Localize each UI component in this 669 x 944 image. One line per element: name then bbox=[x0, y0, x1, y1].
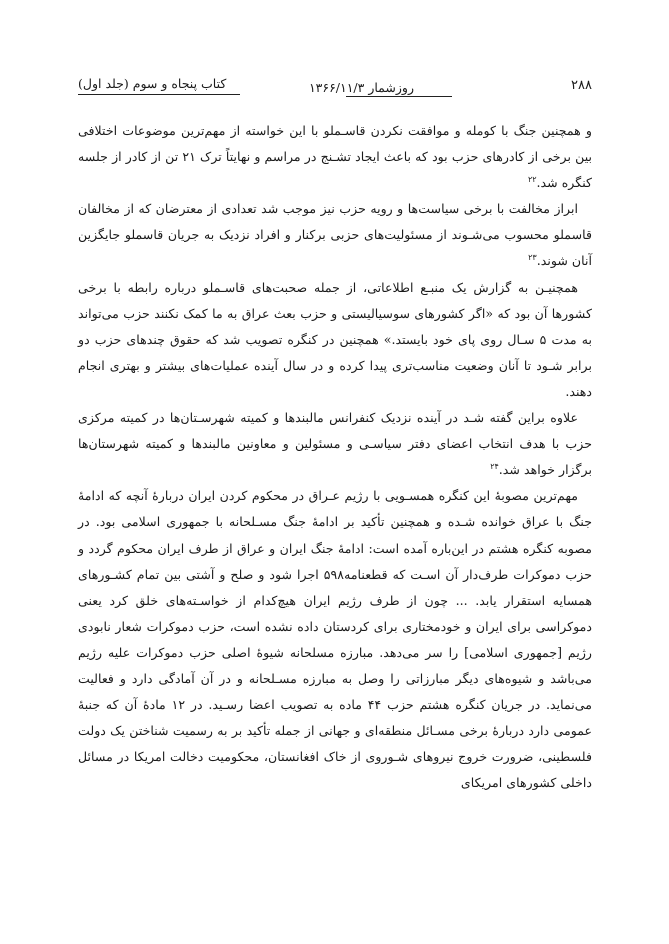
paragraph-1 bbox=[78, 118, 592, 196]
footnote-ref-22: ۲۲ bbox=[527, 175, 537, 184]
page-number: ۲۸۸ bbox=[571, 78, 592, 93]
paragraph-4 bbox=[78, 405, 592, 483]
footnote-ref-24: ۲۴ bbox=[490, 462, 499, 472]
paragraph-1-text: و همچنین جنگ با کومله و موافقت نکردن قاسـملو با این خواسته از مهم‌ترین موضوعات اختلافی بین برخی از کادرهای حزب بود که باعث ایجاد تشـنج در مراسم و نهایتاً ترک ۲۱ تن از کادر از جلسه کنگره شد. bbox=[78, 123, 593, 191]
paragraph-2 bbox=[78, 196, 592, 274]
page-header bbox=[78, 72, 592, 96]
header-rule-left bbox=[78, 94, 240, 95]
paragraph-4-text: علاوه براین گفته شـد در آینده نزدیک کنفرانس مالبندها و کمیته شهرسـتان‌ها در کمیته مرکزی حزب با هدف انتخاب اعضای دفتر سیاسـی و مسئولین و معاونین مالبندها و کمیته شهرستان‌ها برگزار خواهد شد. bbox=[78, 410, 592, 478]
book-title: کتاب پنجاه و سوم (جلد اول) bbox=[78, 76, 227, 91]
header-rule-middle bbox=[346, 96, 452, 97]
paragraph-5 bbox=[78, 483, 592, 796]
paragraph-3-text: همچنیـن به گزارش یک منبـع اطلاعاتی، از جمله صحبت‌های قاسـملو درباره رابطه با برخی کشورها آن بود که «اگر کشورهای سوسیالیستی و حزب بعث عراق به ما کمک نکنند حزب می‌تواند به مدت ۵ سـال روی پای خود بایستد.» همچنین در کنگره تصویب شد که حقوق چندهای حزب دو برابر شـود تا آنان وضعیت مناسب‌تری پیدا کرده و در سال آینده عملیات‌های بیشتر و بهتری انجام دهند. bbox=[78, 279, 592, 399]
body-text bbox=[78, 118, 592, 796]
paragraph-5-text: مهم‌ترین مصوبهٔ این کنگره همسـویی با رژیم عـراق در محکوم کردن ایران دربارهٔ آنچه که ادامهٔ جنگ با عراق خوانده شـده و همچنین تأکید بر ادامهٔ جنگ مسـلحانه با جمهوری اسلامی بود. در مصوبه کنگره هشتم در این‌باره آمده است: ادامهٔ جنگ ایران و عراق از طرف ایران محکوم گردد و حزب دموکرات طرف‌دار آن اسـت که قطعنامه۵۹۸ اجرا شود و صلح و آشتی بین تمام کشـورهای همسایه استقرار یابد. ... چون از طرف رژیم ایران هیچ‌کدام از خواسـته‌های خلق کرد یعنی دموکراسی برای ایران و خودمختاری برای کردستان داده نشده است، حزب دموکرات شعار نابودی رژیم [جمهوری اسلامی] را سر می‌دهد. مبارزه مسلحانه شیوهٔ اصلی حزب دموکرات علیه رژیم می‌باشد و شیوه‌های دیگر مبارزاتی را وصل به مبارزه مسـلحانه و در آن آمادگی دارد و فعالیت می‌نماید. در جریان کنگره هشتم حزب ۴۴ ماده به تصویب اعضا رسـید. در ۱۲ مادهٔ آن که جنبهٔ عمومی دارد دربارهٔ برخی مسـائل منطقه‌ای و جهانی از جمله تأکید بر به رسمیت شناختن یک دولت فلسطینی، ضرورت خروج نیروهای شـوروی از خاک افغانستان، محکومیت دخالت امریکا در مسائل داخلی کشورهای امریکای bbox=[78, 488, 593, 791]
paragraph-3 bbox=[78, 275, 592, 405]
footnote-ref-23: ۲۳ bbox=[528, 253, 537, 263]
journal-date: روزشمار ۱۳۶۶/۱۱/۳ bbox=[308, 80, 414, 95]
paragraph-2-text: ابراز مخالفت با برخی سیاست‌ها و رویه حزب نیز موجب شد تعدادی از معترضان که از مخالفان قاسملو محسوب می‌شـوند از مسئولیت‌های حزبی برکنار و افراد نزدیک به جریان قاسملو جایگزین آنان شوند. bbox=[78, 201, 592, 269]
